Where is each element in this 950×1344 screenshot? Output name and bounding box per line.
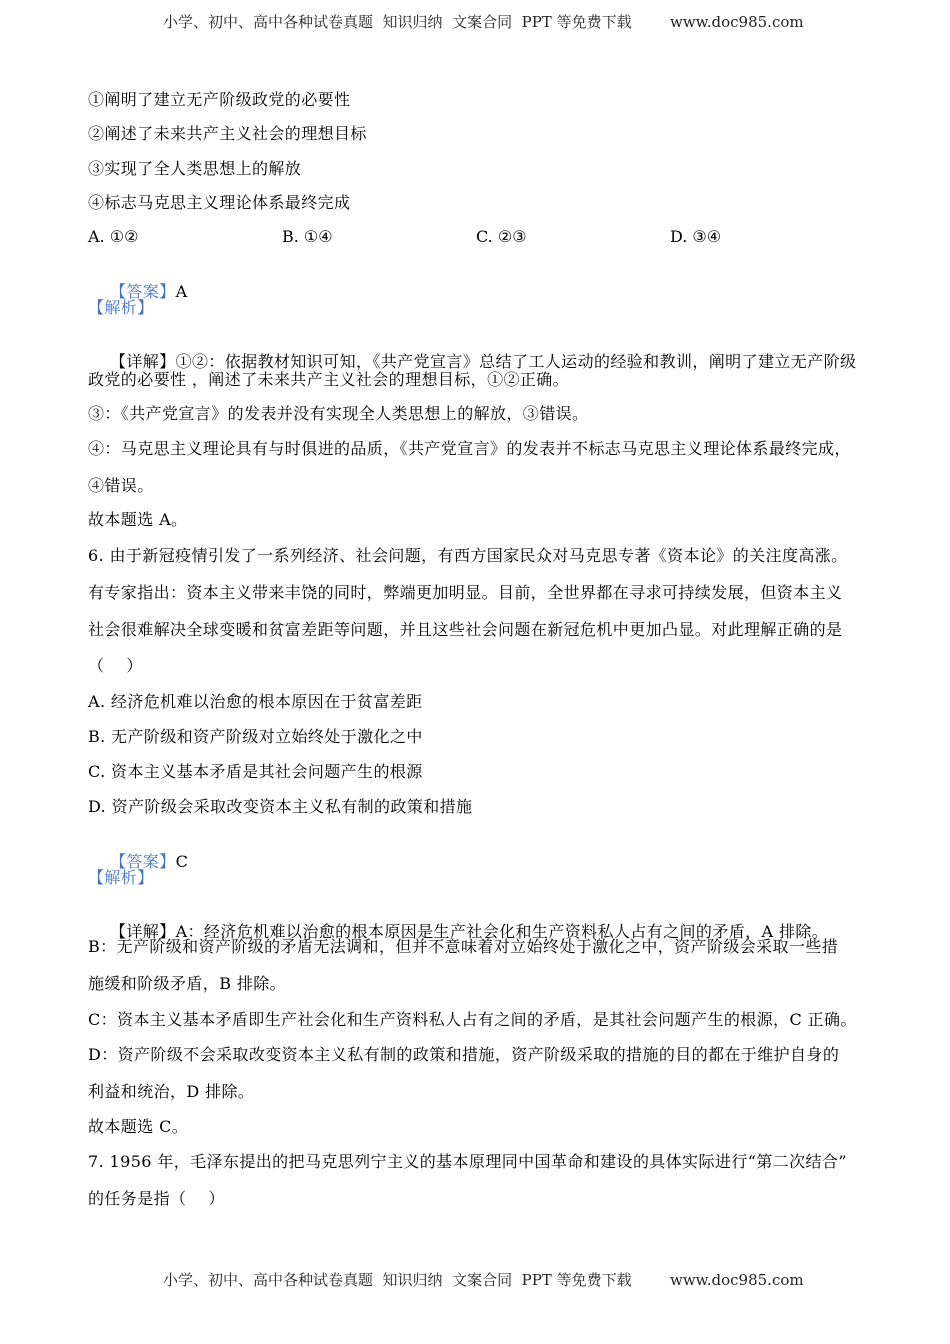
q6-stem-line-1: 6. 由于新冠疫情引发了一系列经济、社会问题，有西方国家民众对马克思专著《资本论》的关注度高涨。 — [88, 546, 848, 565]
q5-conclusion: 故本题选 A。 — [88, 510, 188, 529]
q6-answer-value: C — [175, 852, 189, 871]
q5-detail-line-2: 政党的必要性 ，阐述了未来共产主义社会的理想目标，①②正确。 — [88, 370, 570, 389]
q5-option-a: A. ①② — [88, 227, 139, 246]
q5-detail-line-4: ④：马克思主义理论具有与时俱进的品质，《共产党宣言》的发表并不标志马克思主义理论体系最终完成， — [88, 439, 851, 458]
q6-detail-line-4: C：资本主义基本矛盾即生产社会化和生产资料私人占有之间的矛盾，是其社会问题产生的根源，C 正确。 — [88, 1010, 857, 1029]
q6-option-c: C. 资本主义基本矛盾是其社会问题产生的根源 — [88, 762, 423, 781]
q6-analysis-label: 【解析】 — [88, 868, 154, 887]
footer-site-link[interactable]: www.doc985.com — [670, 1271, 804, 1289]
header-site-link[interactable]: www.doc985.com — [670, 13, 804, 31]
q5-option-c: C. ②③ — [476, 227, 527, 246]
q6-option-a: A. 经济危机难以治愈的根本原因在于贫富差距 — [88, 692, 423, 711]
q5-statement-2: ②阐述了未来共产主义社会的理想目标 — [88, 124, 367, 143]
q5-statement-4: ④标志马克思主义理论体系最终完成 — [88, 193, 351, 212]
q5-detail-line-5: ④错误。 — [88, 476, 154, 495]
q5-answer-label: 【答案】 — [109, 282, 176, 301]
q6-option-d: D. 资产阶级会采取改变资本主义私有制的政策和措施 — [88, 797, 473, 816]
q5-detail-line-3: ③：《共产党宣言》的发表并没有实现全人类思想上的解放，③错误。 — [88, 404, 589, 423]
q5-option-d: D. ③④ — [670, 227, 722, 246]
q5-detail-text-1: ①②：依据教材知识可知，《共产党宣言》总结了工人运动的经验和教训，阐明了建立无产阶级 — [175, 352, 857, 371]
q5-statement-3: ③实现了全人类思想上的解放 — [88, 159, 302, 178]
q7-stem-line-2: 的任务是指（ ） — [88, 1189, 225, 1208]
q6-stem-line-3: 社会很难解决全球变暖和贫富差距等问题，并且这些社会问题在新冠危机中更加凸显。对此理解正确的是 — [88, 620, 843, 639]
q5-answer-value: A — [175, 282, 188, 301]
q5-option-b: B. ①④ — [282, 227, 333, 246]
q6-option-b: B. 无产阶级和资产阶级对立始终处于激化之中 — [88, 727, 423, 746]
q6-conclusion: 故本题选 C。 — [88, 1117, 189, 1136]
q6-detail-line-2: B：无产阶级和资产阶级的矛盾无法调和，但并不意味着对立始终处于激化之中，资产阶级会采取一些措 — [88, 937, 839, 956]
q6-detail-line-6: 利益和统治，D 排除。 — [88, 1082, 255, 1101]
q5-detail-label: 【详解】 — [109, 352, 176, 371]
q6-detail-text-1: A：经济危机难以治愈的根本原因是生产社会化和生产资料私人占有之间的矛盾，A 排除。 — [175, 922, 829, 941]
q6-answer-label: 【答案】 — [109, 852, 176, 871]
q7-stem-line-1: 7. 1956 年，毛泽东提出的把马克思列宁主义的基本原理同中国革命和建设的具体实际进行“第二次结合” — [88, 1152, 847, 1171]
q6-detail-label: 【详解】 — [109, 922, 176, 941]
header-text: 小学、初中、高中各种试卷真题 知识归纳 文案合同 PPT 等免费下载 — [163, 13, 632, 31]
q6-detail-line-3: 施缓和阶级矛盾，B 排除。 — [88, 974, 287, 993]
q6-stem-line-2: 有专家指出：资本主义带来丰饶的同时，弊端更加明显。目前，全世界都在寻求可持续发展，但资本主义 — [88, 583, 843, 602]
q6-detail-line-5: D：资产阶级不会采取改变资本主义私有制的政策和措施，资产阶级采取的措施的目的都在于维护自身的 — [88, 1045, 840, 1064]
q5-analysis-label: 【解析】 — [88, 298, 154, 317]
q5-statement-1: ①阐明了建立无产阶级政党的必要性 — [88, 90, 351, 109]
footer-text: 小学、初中、高中各种试卷真题 知识归纳 文案合同 PPT 等免费下载 — [163, 1271, 632, 1289]
q6-stem-blank: （ ） — [88, 656, 143, 675]
